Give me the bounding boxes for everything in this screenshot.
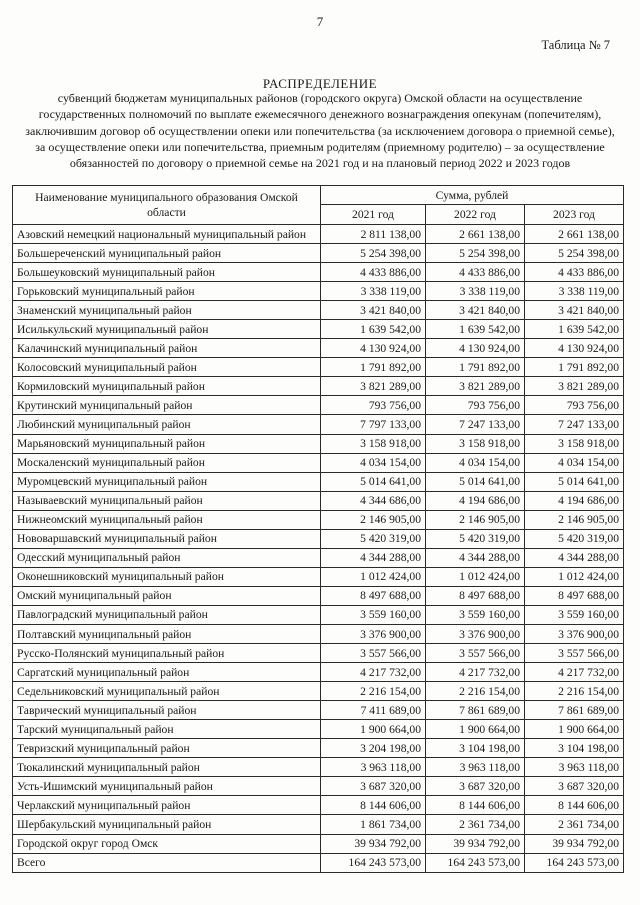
municipality-name: Калачинский муниципальный район xyxy=(13,339,321,358)
header-year-2021: 2021 год xyxy=(321,205,426,225)
table-row xyxy=(13,548,624,567)
amount-2022: 4 194 686,00 xyxy=(426,491,525,510)
municipality-name: Колосовский муниципальный район xyxy=(13,358,321,377)
amount-2023: 8 497 688,00 xyxy=(525,586,624,605)
amount-2022: 2 361 734,00 xyxy=(426,815,525,834)
municipality-name: Муромцевский муниципальный район xyxy=(13,472,321,491)
table-row xyxy=(13,225,624,244)
amount-2023: 5 014 641,00 xyxy=(525,472,624,491)
table-row xyxy=(13,663,624,682)
subtitle-line: государственных полномочий по выплате ежемесячного денежного вознаграждения опекунам (попечителям), xyxy=(38,107,602,122)
amount-2021: 3 204 198,00 xyxy=(321,739,426,758)
table-row xyxy=(13,377,624,396)
municipality-name: Азовский немецкий национальный муниципальный район xyxy=(13,225,321,244)
amount-2021: 2 146 905,00 xyxy=(321,510,426,529)
amount-2021: 7 797 133,00 xyxy=(321,415,426,434)
table-row xyxy=(13,358,624,377)
table-total-row xyxy=(13,853,624,872)
table-row xyxy=(13,434,624,453)
table-row xyxy=(13,624,624,643)
amount-2022: 3 421 840,00 xyxy=(426,301,525,320)
table-row xyxy=(13,301,624,320)
amount-2021: 4 433 886,00 xyxy=(321,263,426,282)
municipality-name: Саргатский муниципальный район xyxy=(13,663,321,682)
table-row xyxy=(13,415,624,434)
subtitle-line: субвенций бюджетам муниципальных районов (городского округа) Омской области на осуществление xyxy=(57,91,583,105)
amount-2021: 8 497 688,00 xyxy=(321,586,426,605)
amount-2023: 5 254 398,00 xyxy=(525,244,624,263)
amount-2021: 1 791 892,00 xyxy=(321,358,426,377)
amount-2022: 1 012 424,00 xyxy=(426,567,525,586)
amount-2022: 1 791 892,00 xyxy=(426,358,525,377)
amount-2022: 3 104 198,00 xyxy=(426,739,525,758)
amount-2021: 793 756,00 xyxy=(321,396,426,415)
municipality-name: Тевризский муниципальный район xyxy=(13,739,321,758)
amount-2023: 4 433 886,00 xyxy=(525,263,624,282)
municipality-name: Русско-Полянский муниципальный район xyxy=(13,644,321,663)
amount-2022: 7 247 133,00 xyxy=(426,415,525,434)
municipality-name: Знаменский муниципальный район xyxy=(13,301,321,320)
amount-2023: 3 158 918,00 xyxy=(525,434,624,453)
amount-2021: 3 559 160,00 xyxy=(321,605,426,624)
amount-2021: 4 344 288,00 xyxy=(321,548,426,567)
table-row xyxy=(13,339,624,358)
amount-2023: 7 861 689,00 xyxy=(525,701,624,720)
amount-2023: 3 687 320,00 xyxy=(525,777,624,796)
table-label: Таблица № 7 xyxy=(541,38,610,52)
municipality-name: Кормиловский муниципальный район xyxy=(13,377,321,396)
amount-2021: 1 861 734,00 xyxy=(321,815,426,834)
amount-2021: 3 421 840,00 xyxy=(321,301,426,320)
amount-2021: 1 900 664,00 xyxy=(321,720,426,739)
amount-2021: 2 811 138,00 xyxy=(321,225,426,244)
page-number: 7 xyxy=(316,14,324,29)
municipality-name: Одесский муниципальный район xyxy=(13,548,321,567)
amount-2021: 5 420 319,00 xyxy=(321,529,426,548)
amount-2023: 4 344 288,00 xyxy=(525,548,624,567)
amount-2023: 1 012 424,00 xyxy=(525,567,624,586)
header-year-2023: 2023 год xyxy=(525,205,624,225)
amount-2021: 4 130 924,00 xyxy=(321,339,426,358)
subtitle-line: за осуществление опеки или попечительства, приемным родителям (приемному родителю) – за осуществление xyxy=(35,139,605,154)
amount-2021: 2 216 154,00 xyxy=(321,682,426,701)
amount-2022: 4 433 886,00 xyxy=(426,263,525,282)
amount-2021: 3 821 289,00 xyxy=(321,377,426,396)
amount-2023: 3 821 289,00 xyxy=(525,377,624,396)
amount-2022: 3 559 160,00 xyxy=(426,605,525,624)
table-row xyxy=(13,320,624,339)
header-municipality: Наименование муниципального образования Омской области xyxy=(13,186,321,225)
amount-2023: 164 243 573,00 xyxy=(525,853,624,872)
municipality-name: Горьковский муниципальный район xyxy=(13,282,321,301)
amount-2022: 3 687 320,00 xyxy=(426,777,525,796)
amount-2023: 1 639 542,00 xyxy=(525,320,624,339)
amount-2022: 5 254 398,00 xyxy=(426,244,525,263)
table-row xyxy=(13,282,624,301)
table-row xyxy=(13,244,624,263)
amount-2023: 3 104 198,00 xyxy=(525,739,624,758)
amount-2022: 39 934 792,00 xyxy=(426,834,525,853)
amount-2023: 2 146 905,00 xyxy=(525,510,624,529)
amount-2021: 4 217 732,00 xyxy=(321,663,426,682)
municipality-name: Москаленский муниципальный район xyxy=(13,453,321,472)
amount-2022: 8 144 606,00 xyxy=(426,796,525,815)
amount-2023: 4 034 154,00 xyxy=(525,453,624,472)
amount-2023: 793 756,00 xyxy=(525,396,624,415)
amount-2022: 3 557 566,00 xyxy=(426,644,525,663)
table-row xyxy=(13,263,624,282)
amount-2023: 7 247 133,00 xyxy=(525,415,624,434)
amount-2022: 5 014 641,00 xyxy=(426,472,525,491)
table-row xyxy=(13,396,624,415)
document-title: РАСПРЕДЕЛЕНИЕ xyxy=(262,76,378,91)
table-row xyxy=(13,720,624,739)
amount-2021: 8 144 606,00 xyxy=(321,796,426,815)
header-sum: Сумма, рублей xyxy=(321,186,624,205)
amount-2022: 4 217 732,00 xyxy=(426,663,525,682)
amount-2023: 2 361 734,00 xyxy=(525,815,624,834)
municipality-name: Шербакульский муниципальный район xyxy=(13,815,321,834)
table-row xyxy=(13,796,624,815)
table-row xyxy=(13,529,624,548)
table-row xyxy=(13,472,624,491)
amount-2021: 3 557 566,00 xyxy=(321,644,426,663)
amount-2022: 8 497 688,00 xyxy=(426,586,525,605)
municipality-name: Нижнеомский муниципальный район xyxy=(13,510,321,529)
municipality-name: Большеуковский муниципальный район xyxy=(13,263,321,282)
amount-2022: 1 900 664,00 xyxy=(426,720,525,739)
amount-2023: 2 216 154,00 xyxy=(525,682,624,701)
table-row xyxy=(13,567,624,586)
amount-2023: 5 420 319,00 xyxy=(525,529,624,548)
amount-2023: 3 559 160,00 xyxy=(525,605,624,624)
amount-2021: 3 687 320,00 xyxy=(321,777,426,796)
amount-2022: 3 376 900,00 xyxy=(426,624,525,643)
amount-2023: 3 338 119,00 xyxy=(525,282,624,301)
amount-2022: 4 130 924,00 xyxy=(426,339,525,358)
amount-2022: 4 344 288,00 xyxy=(426,548,525,567)
amount-2022: 4 034 154,00 xyxy=(426,453,525,472)
amount-2022: 7 861 689,00 xyxy=(426,701,525,720)
municipality-name: Марьяновский муниципальный район xyxy=(13,434,321,453)
amount-2022: 3 338 119,00 xyxy=(426,282,525,301)
municipality-name: Называевский муниципальный район xyxy=(13,491,321,510)
amount-2021: 7 411 689,00 xyxy=(321,701,426,720)
table-body xyxy=(13,225,624,873)
table-row xyxy=(13,682,624,701)
amount-2021: 164 243 573,00 xyxy=(321,853,426,872)
table-row xyxy=(13,777,624,796)
amount-2022: 2 216 154,00 xyxy=(426,682,525,701)
amount-2022: 164 243 573,00 xyxy=(426,853,525,872)
table-row xyxy=(13,834,624,853)
amount-2022: 2 146 905,00 xyxy=(426,510,525,529)
municipality-name: Тарский муниципальный район xyxy=(13,720,321,739)
amount-2021: 3 963 118,00 xyxy=(321,758,426,777)
subtitle-line: обязанностей по договору о приемной семье на 2021 год и на плановый период 2022 и 2023 годов xyxy=(69,156,571,171)
table-row xyxy=(13,701,624,720)
municipality-name: Тюкалинский муниципальный район xyxy=(13,758,321,777)
municipality-name: Омский муниципальный район xyxy=(13,586,321,605)
amount-2022: 3 821 289,00 xyxy=(426,377,525,396)
amount-2023: 1 791 892,00 xyxy=(525,358,624,377)
municipality-name: Любинский муниципальный район xyxy=(13,415,321,434)
amount-2021: 1 012 424,00 xyxy=(321,567,426,586)
amount-2023: 4 194 686,00 xyxy=(525,491,624,510)
amount-2022: 1 639 542,00 xyxy=(426,320,525,339)
municipality-name: Павлоградский муниципальный район xyxy=(13,605,321,624)
municipality-name: Крутинский муниципальный район xyxy=(13,396,321,415)
amount-2021: 39 934 792,00 xyxy=(321,834,426,853)
table-row xyxy=(13,605,624,624)
municipality-name: Исилькульский муниципальный район xyxy=(13,320,321,339)
amount-2023: 4 130 924,00 xyxy=(525,339,624,358)
municipality-name: Большереченский муниципальный район xyxy=(13,244,321,263)
municipality-name: Оконешниковский муниципальный район xyxy=(13,567,321,586)
amount-2022: 2 661 138,00 xyxy=(426,225,525,244)
amount-2023: 39 934 792,00 xyxy=(525,834,624,853)
amount-2021: 4 034 154,00 xyxy=(321,453,426,472)
table-row xyxy=(13,586,624,605)
amount-2021: 4 344 686,00 xyxy=(321,491,426,510)
amount-2023: 3 557 566,00 xyxy=(525,644,624,663)
amount-2022: 793 756,00 xyxy=(426,396,525,415)
amount-2022: 5 420 319,00 xyxy=(426,529,525,548)
table-row xyxy=(13,644,624,663)
amount-2022: 3 158 918,00 xyxy=(426,434,525,453)
amount-2023: 3 376 900,00 xyxy=(525,624,624,643)
municipality-name: Городской округ город Омск xyxy=(13,834,321,853)
municipality-name: Нововаршавский муниципальный район xyxy=(13,529,321,548)
subtitle-line: заключившим договор об осуществлении опеки или попечительства (за исключением договора о приемной семье), xyxy=(25,123,615,138)
amount-2023: 3 963 118,00 xyxy=(525,758,624,777)
amount-2023: 1 900 664,00 xyxy=(525,720,624,739)
municipality-name: Усть-Ишимский муниципальный район xyxy=(13,777,321,796)
municipality-name: Полтавский муниципальный район xyxy=(13,624,321,643)
amount-2023: 8 144 606,00 xyxy=(525,796,624,815)
municipality-name: Таврический муниципальный район xyxy=(13,701,321,720)
amount-2021: 3 338 119,00 xyxy=(321,282,426,301)
amount-2023: 2 661 138,00 xyxy=(525,225,624,244)
document-subtitle xyxy=(6,90,634,171)
amount-2022: 3 963 118,00 xyxy=(426,758,525,777)
amount-2021: 5 254 398,00 xyxy=(321,244,426,263)
table-row xyxy=(13,453,624,472)
amount-2021: 3 376 900,00 xyxy=(321,624,426,643)
table-row xyxy=(13,739,624,758)
municipality-name: Черлакский муниципальный район xyxy=(13,796,321,815)
amount-2021: 5 014 641,00 xyxy=(321,472,426,491)
table-row xyxy=(13,491,624,510)
table-row xyxy=(13,758,624,777)
municipality-name: Всего xyxy=(13,853,321,872)
amount-2021: 1 639 542,00 xyxy=(321,320,426,339)
amount-2021: 3 158 918,00 xyxy=(321,434,426,453)
amount-2023: 3 421 840,00 xyxy=(525,301,624,320)
header-year-2022: 2022 год xyxy=(426,205,525,225)
allocation-table xyxy=(12,185,624,873)
municipality-name: Седельниковский муниципальный район xyxy=(13,682,321,701)
table-row xyxy=(13,815,624,834)
amount-2023: 4 217 732,00 xyxy=(525,663,624,682)
table-row xyxy=(13,510,624,529)
